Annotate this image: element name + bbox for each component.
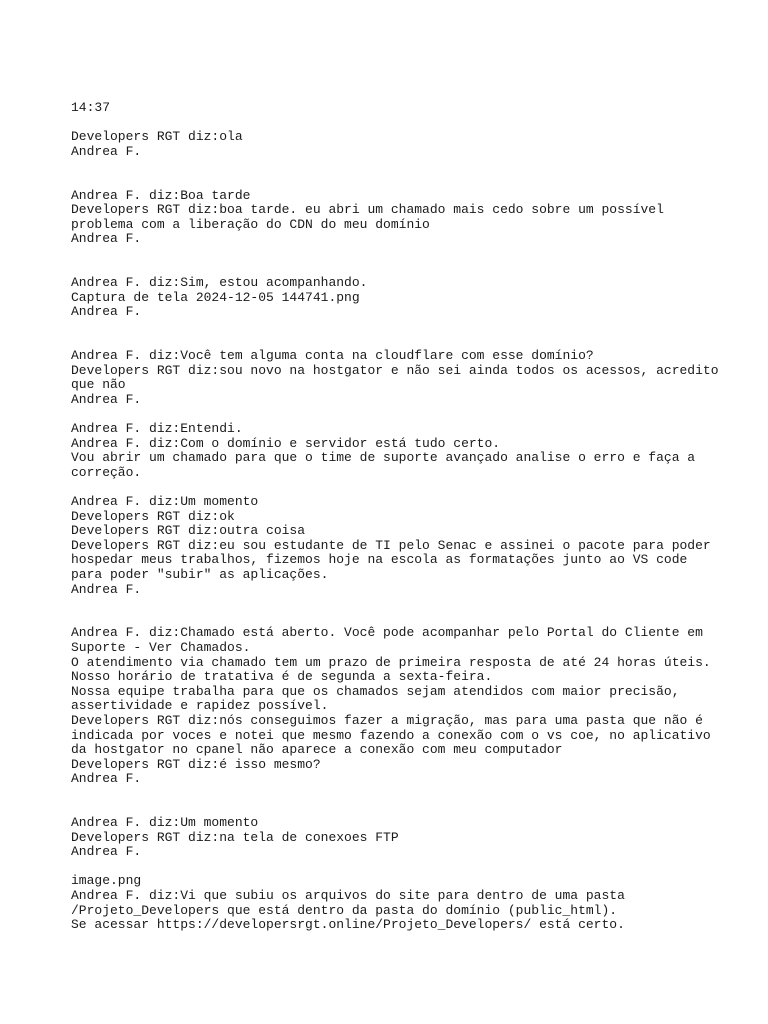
transcript-line: problema com a liberação do CDN do meu domínio xyxy=(71,216,430,232)
transcript-line: Andrea F. xyxy=(71,143,142,159)
transcript-line: Captura de tela 2024-12-05 144741.png xyxy=(71,289,360,305)
transcript-line: Developers RGT diz:sou novo na hostgator e não sei ainda todos os acessos, acredito xyxy=(71,362,719,378)
blank-line xyxy=(71,262,731,277)
transcript-line: Andrea F. diz:Sim, estou acompanhando. xyxy=(71,275,368,291)
blank-line xyxy=(71,787,731,802)
transcript-line: hospedar meus trabalhos, fizemos hoje na escola as formatações junto ao VS code xyxy=(71,552,688,568)
transcript-line: Developers RGT diz:é isso mesmo? xyxy=(71,756,321,772)
transcript-line: Nossa equipe trabalha para que os chamados sejam atendidos com maior precisão, xyxy=(71,683,680,699)
transcript-line: Developers RGT diz:ok xyxy=(71,508,235,524)
transcript-line: Andrea F. xyxy=(71,771,142,787)
transcript-line: Andrea F. xyxy=(71,231,142,247)
transcript-line: Andrea F. diz:Você tem alguma conta na cloudflare com esse domínio? xyxy=(71,348,594,364)
transcript-line: Suporte - Ver Chamados. xyxy=(71,639,251,655)
transcript-line: image.png xyxy=(71,873,142,889)
transcript-line: correção. xyxy=(71,464,142,480)
blank-line xyxy=(71,860,731,875)
transcript-line: assertividade e rapidez possível. xyxy=(71,698,329,714)
transcript-line: Developers RGT diz:nós conseguimos fazer a migração, mas para uma pasta que não é xyxy=(71,712,703,728)
transcript-line: Vou abrir um chamado para que o time de suporte avançado analise o erro e faça a xyxy=(71,450,696,466)
transcript-line: Andrea F. diz:Um momento xyxy=(71,815,259,831)
blank-line xyxy=(71,174,731,189)
transcript-line: Andrea F. diz:Chamado está aberto. Você pode acompanhar pelo Portal do Cliente em xyxy=(71,625,703,641)
transcript-line: Developers RGT diz:outra coisa xyxy=(71,523,306,539)
blank-line xyxy=(71,597,731,612)
blank-line xyxy=(71,407,731,422)
transcript-line: para poder "subir" as aplicações. xyxy=(71,567,329,582)
blank-line xyxy=(71,612,731,627)
transcript-line: 14:37 xyxy=(71,100,111,115)
blank-line xyxy=(71,320,731,335)
transcript-line: Developers RGT diz:eu sou estudante de TI pelo Senac e assinei o pacote para poder xyxy=(71,537,711,553)
transcript-line: Andrea F. xyxy=(71,304,142,320)
chat-transcript xyxy=(71,101,731,933)
blank-line xyxy=(71,335,731,350)
transcript-line: indicada por voces e notei que mesmo fazendo a conexão com o vs coe, no aplicativo xyxy=(71,727,711,743)
transcript-line: Andrea F. diz:Vi que subiu os arquivos do site para dentro de uma pasta xyxy=(71,888,625,904)
blank-line xyxy=(71,247,731,262)
blank-line xyxy=(71,116,731,131)
transcript-line: que não xyxy=(71,377,126,393)
blank-line xyxy=(71,802,731,817)
transcript-line: /Projeto_Developers que está dentro da pasta do domínio (public_html). xyxy=(71,902,618,918)
transcript-line: Andrea F. diz:Boa tarde xyxy=(71,187,251,203)
transcript-line: da hostgator no cpanel não aparece a conexão com meu computador xyxy=(71,742,563,758)
transcript-line: Andrea F. xyxy=(71,844,142,860)
transcript-line: Andrea F. diz:Um momento xyxy=(71,494,259,510)
blank-line xyxy=(71,159,731,174)
blank-line xyxy=(71,480,731,495)
transcript-line: Andrea F. diz:Entendi. xyxy=(71,421,243,437)
transcript-line: Developers RGT diz:boa tarde. eu abri um chamado mais cedo sobre um possível xyxy=(71,202,664,218)
transcript-line: Developers RGT diz:na tela de conexoes FTP xyxy=(71,829,399,845)
transcript-line: O atendimento via chamado tem um prazo de primeira resposta de até 24 horas úteis. xyxy=(71,654,711,670)
transcript-line: Nosso horário de tratativa é de segunda a sexta-feira. xyxy=(71,669,493,685)
transcript-line: Andrea F. xyxy=(71,391,142,407)
transcript-line: Andrea F. xyxy=(71,581,142,597)
transcript-line: Developers RGT diz:ola xyxy=(71,129,243,145)
transcript-line: Andrea F. diz:Com o domínio e servidor está tudo certo. xyxy=(71,435,501,451)
transcript-line: Se acessar https://developersrgt.online/Projeto_Developers/ está certo. xyxy=(71,917,625,933)
